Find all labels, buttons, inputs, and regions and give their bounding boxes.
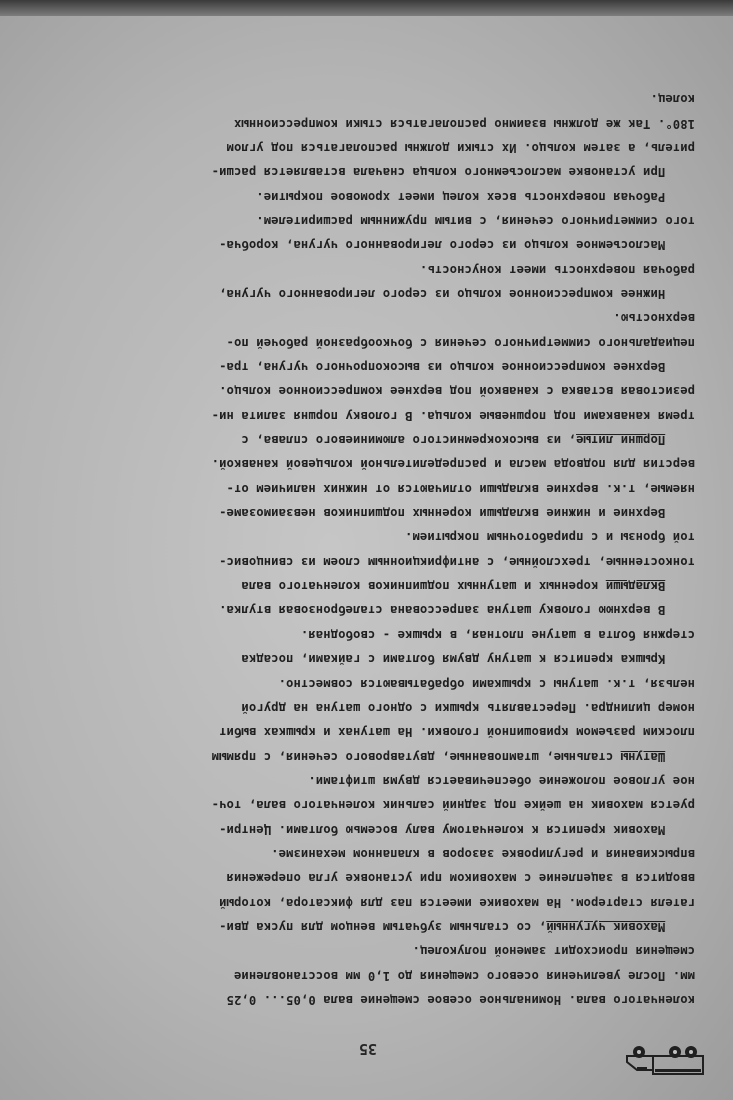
text-line [35, 890, 695, 914]
text-line [35, 963, 695, 987]
line-text: стержня болта в шатуне плотная, в крышке - свободная. [300, 627, 695, 642]
line-text: смещения происходит заменой полуколец. [412, 944, 695, 959]
text-line [35, 671, 695, 695]
line-text: няемые, т.к. верхние вкладыши отличаются от нижних наличием от- [226, 481, 695, 496]
line-text: гателя стартером. На маховике имеется паз для фиксатора, который [219, 895, 695, 910]
line-text: стальные, штампованные, двутаврового сечения, с прямым [211, 749, 621, 764]
underlined-term: Вкладыши [605, 579, 666, 594]
text-line [35, 793, 695, 817]
text-line [35, 379, 695, 403]
text-line [35, 574, 695, 598]
text-line [35, 598, 695, 622]
line-text: пециадального симметричного сечения с бочкообразной рабочей по- [226, 335, 695, 350]
text-line [35, 647, 695, 671]
line-text: Крышка крепится к шатуну двумя болтами с гайками, посадка [241, 652, 666, 667]
text-line [35, 257, 695, 281]
text-line [35, 403, 695, 427]
line-text: коленчатого вала. Номинальное осевое смещение вала 0,05... 0,25 [226, 993, 695, 1007]
underlined-term: Шатуны [620, 749, 666, 764]
text-line [35, 233, 695, 257]
text-line [35, 428, 695, 452]
line-text: нельзя, т.к. шатуны с крышками обрабатываются совместно. [278, 676, 695, 691]
text-line [35, 476, 695, 500]
text-line [35, 209, 695, 233]
line-text: , из высококремнистого алюминиевого сплава, с [241, 433, 576, 448]
text-line [35, 111, 695, 135]
text-line [35, 355, 695, 379]
text-line [35, 330, 695, 354]
text-line [35, 696, 695, 720]
line-text: тонкостенные, трехслойные, с антифрикционным слоем из свинцовис- [219, 554, 695, 569]
line-text: коренных и шатунных подшипников коленчатого вала [241, 579, 606, 594]
line-text: руется маховик на шейке под задний сальник коленчатого вала, точ- [211, 798, 695, 813]
line-text: рабочая поверхность имеет конусность. [419, 262, 695, 277]
line-text: номер цилиндра. Переставлять крышки с одного шатуна на другой [241, 700, 695, 715]
line-text: При установке маслосъемного кольца сначала вставляется расши- [211, 165, 666, 180]
text-line [35, 817, 695, 841]
line-text: мм. После увеличения осевого смещения до 1,0 мм восстановление [233, 968, 695, 983]
text-line [35, 769, 695, 793]
line-text: Нижнее компрессионное кольцо из серого легированного чугуна, [219, 287, 666, 302]
text-line [35, 915, 695, 939]
text-line [35, 623, 695, 647]
line-text: того симметричного сечения, с витым пружинным расширителем. [256, 214, 695, 228]
text-line [35, 525, 695, 549]
text-line [35, 184, 695, 208]
line-text: Верхнее компрессионное кольцо из высокопрочного чугуна, тра- [219, 360, 666, 375]
line-text: тремя канавками под поршневые кольца. В головку поршня залита ни- [211, 408, 695, 423]
text-line [35, 452, 695, 476]
truck-logo-icon [617, 1036, 709, 1092]
text-line [35, 988, 695, 1012]
line-text: колец. [650, 92, 695, 107]
line-text: вводится в зацепление с маховиком при установке угла опережения [226, 871, 695, 886]
text-line [35, 282, 695, 306]
text-line [35, 720, 695, 744]
underlined-term: Маховик чугунный [546, 919, 666, 934]
line-text: В верхнюю головку шатуна запрессована сталебронзовая втулка. [219, 603, 666, 618]
underlined-term: Поршни литые [576, 433, 666, 448]
line-text: 180°. Так же должны взаимно располагаться стыки компрессионных [233, 116, 695, 131]
line-text: резистовая вставка с канавкой под верхнее компрессионное кольцо. [219, 384, 695, 399]
line-text: Маховик крепится к коленчатому валу восемью болтами. Центри- [219, 822, 666, 837]
document-body [35, 87, 695, 1012]
line-text: верстия для подвода масла и распределительной кольцевой канавкой. [211, 457, 695, 472]
line-text: ное угловое положение обеспечивается двумя штифтами. [308, 773, 695, 788]
line-text: верхностью. [613, 311, 695, 326]
line-text: той бронзы и с приработочным покрытием. [404, 530, 695, 545]
line-text: , со стальным зубчатым венцом для пуска дви- [219, 919, 547, 934]
line-text: Рабочая поверхность всех колец имеет хромовое покрытие. [256, 189, 666, 204]
text-line [35, 842, 695, 866]
text-line [35, 549, 695, 573]
text-line [35, 866, 695, 890]
line-text: Верхние и нижние вкладыши коренных подшипников невзаимозаме- [219, 506, 666, 521]
text-line [35, 744, 695, 768]
page-number: 35 [358, 1040, 378, 1058]
text-line [35, 306, 695, 330]
text-line [35, 501, 695, 525]
line-text: ритель, а затем кольцо. Их стыки должны располагаться под углом [226, 140, 695, 155]
text-line [35, 136, 695, 160]
line-text: впрыскивания и регулировке зазоров в клапанном механизме. [271, 846, 695, 861]
text-line [35, 939, 695, 963]
line-text: плоским разъемом кривошипной головки. На шатунах и крышках выбит [219, 725, 695, 740]
text-line [35, 87, 695, 111]
line-text: Маслосъемное кольцо из серого легированного чугуна, коробча- [219, 238, 666, 253]
text-line [35, 160, 695, 184]
